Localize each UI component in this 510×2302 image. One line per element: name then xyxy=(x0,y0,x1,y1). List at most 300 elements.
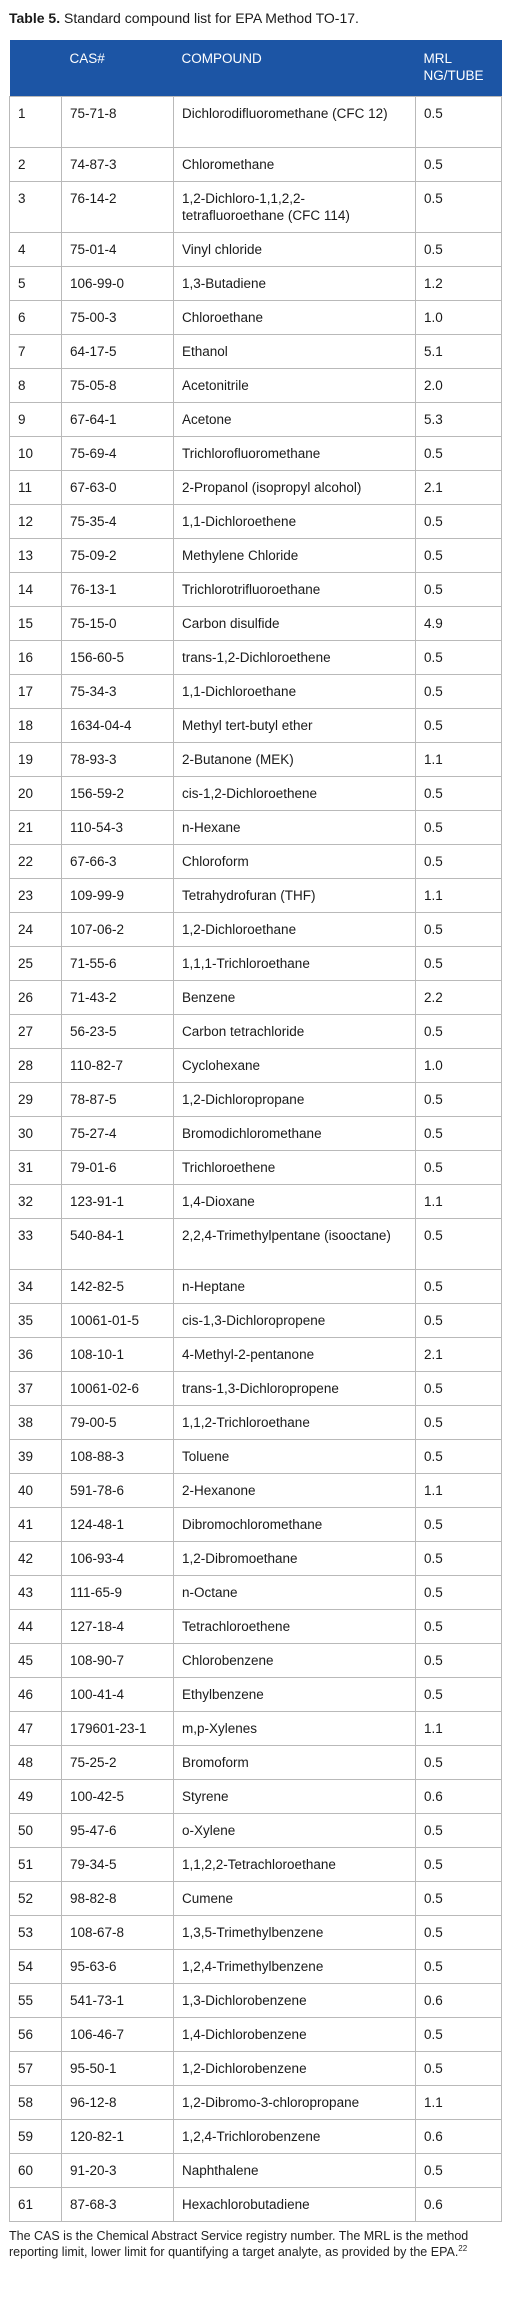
table-row xyxy=(10,708,502,742)
header-mrl-line1: MRL xyxy=(423,51,453,66)
cell-mrl: 0.5 xyxy=(416,674,502,708)
cell-cas: 110-54-3 xyxy=(62,810,174,844)
cell-compound: 1,1,2-Trichloroethane xyxy=(174,1405,416,1439)
cell-cas: 540-84-1 xyxy=(62,1218,174,1269)
table-row xyxy=(10,1269,502,1303)
cell-index: 55 xyxy=(10,1983,62,2017)
cell-index: 27 xyxy=(10,1014,62,1048)
cell-index: 7 xyxy=(10,334,62,368)
cell-compound: n-Octane xyxy=(174,1575,416,1609)
cell-mrl: 1.1 xyxy=(416,742,502,776)
table-row xyxy=(10,368,502,402)
cell-index: 52 xyxy=(10,1881,62,1915)
cell-mrl: 0.5 xyxy=(416,1847,502,1881)
cell-compound: n-Heptane xyxy=(174,1269,416,1303)
cell-mrl: 0.5 xyxy=(416,1405,502,1439)
table-body xyxy=(10,96,502,2221)
cell-index: 54 xyxy=(10,1949,62,1983)
table-header xyxy=(10,40,502,96)
cell-mrl: 0.5 xyxy=(416,2017,502,2051)
cell-compound: Cyclohexane xyxy=(174,1048,416,1082)
cell-index: 34 xyxy=(10,1269,62,1303)
cell-index: 47 xyxy=(10,1711,62,1745)
table-row xyxy=(10,1779,502,1813)
cell-compound: Trichlorotrifluoroethane xyxy=(174,572,416,606)
table-row xyxy=(10,1677,502,1711)
table-row xyxy=(10,147,502,181)
cell-index: 9 xyxy=(10,402,62,436)
cell-mrl: 0.5 xyxy=(416,1949,502,1983)
cell-compound: 2,2,4-Trimethylpentane (isooctane) xyxy=(174,1218,416,1269)
cell-cas: 108-10-1 xyxy=(62,1337,174,1371)
table-row xyxy=(10,776,502,810)
cell-mrl: 0.5 xyxy=(416,232,502,266)
cell-compound: Chloromethane xyxy=(174,147,416,181)
cell-compound: Bromodichloromethane xyxy=(174,1116,416,1150)
cell-compound: Hexachlorobutadiene xyxy=(174,2187,416,2221)
table-caption xyxy=(9,8,359,28)
cell-compound: 1,2-Dichlorobenzene xyxy=(174,2051,416,2085)
table-label: Table 5. xyxy=(9,10,61,26)
cell-index: 36 xyxy=(10,1337,62,1371)
cell-cas: 75-00-3 xyxy=(62,300,174,334)
compound-table xyxy=(9,40,502,2222)
table-row xyxy=(10,96,502,147)
table-row xyxy=(10,1303,502,1337)
cell-mrl: 1.1 xyxy=(416,1711,502,1745)
cell-mrl: 0.5 xyxy=(416,2153,502,2187)
cell-cas: 75-71-8 xyxy=(62,96,174,147)
cell-cas: 75-15-0 xyxy=(62,606,174,640)
cell-cas: 67-63-0 xyxy=(62,470,174,504)
table-row xyxy=(10,640,502,674)
cell-cas: 156-59-2 xyxy=(62,776,174,810)
cell-cas: 127-18-4 xyxy=(62,1609,174,1643)
cell-cas: 10061-01-5 xyxy=(62,1303,174,1337)
table-row xyxy=(10,2085,502,2119)
cell-index: 31 xyxy=(10,1150,62,1184)
cell-compound: 4-Methyl-2-pentanone xyxy=(174,1337,416,1371)
cell-mrl: 2.0 xyxy=(416,368,502,402)
table-row xyxy=(10,538,502,572)
cell-compound: 2-Butanone (MEK) xyxy=(174,742,416,776)
cell-index: 30 xyxy=(10,1116,62,1150)
cell-compound: 1,2-Dibromo-3-chloropropane xyxy=(174,2085,416,2119)
cell-cas: 75-05-8 xyxy=(62,368,174,402)
cell-compound: 1,1-Dichloroethane xyxy=(174,674,416,708)
cell-index: 3 xyxy=(10,181,62,232)
cell-mrl: 0.5 xyxy=(416,1439,502,1473)
cell-cas: 75-25-2 xyxy=(62,1745,174,1779)
cell-cas: 96-12-8 xyxy=(62,2085,174,2119)
cell-cas: 106-93-4 xyxy=(62,1541,174,1575)
cell-compound: Cumene xyxy=(174,1881,416,1915)
cell-mrl: 0.5 xyxy=(416,1643,502,1677)
cell-mrl: 0.5 xyxy=(416,810,502,844)
cell-cas: 67-66-3 xyxy=(62,844,174,878)
cell-index: 19 xyxy=(10,742,62,776)
cell-cas: 67-64-1 xyxy=(62,402,174,436)
cell-cas: 100-42-5 xyxy=(62,1779,174,1813)
cell-compound: Ethylbenzene xyxy=(174,1677,416,1711)
cell-index: 56 xyxy=(10,2017,62,2051)
cell-mrl: 0.5 xyxy=(416,538,502,572)
cell-mrl: 0.5 xyxy=(416,572,502,606)
cell-compound: 1,1,1-Trichloroethane xyxy=(174,946,416,980)
cell-cas: 110-82-7 xyxy=(62,1048,174,1082)
cell-mrl: 0.5 xyxy=(416,1269,502,1303)
header-mrl-line2: NG/TUBE xyxy=(423,68,484,83)
cell-compound: Carbon tetrachloride xyxy=(174,1014,416,1048)
cell-cas: 1634-04-4 xyxy=(62,708,174,742)
cell-index: 13 xyxy=(10,538,62,572)
cell-cas: 64-17-5 xyxy=(62,334,174,368)
cell-cas: 76-14-2 xyxy=(62,181,174,232)
cell-mrl: 1.0 xyxy=(416,300,502,334)
table-row xyxy=(10,1371,502,1405)
cell-compound: 1,2-Dichloroethane xyxy=(174,912,416,946)
cell-mrl: 4.9 xyxy=(416,606,502,640)
cell-compound: Methyl tert-butyl ether xyxy=(174,708,416,742)
cell-cas: 71-43-2 xyxy=(62,980,174,1014)
cell-index: 5 xyxy=(10,266,62,300)
cell-mrl: 0.5 xyxy=(416,147,502,181)
cell-cas: 91-20-3 xyxy=(62,2153,174,2187)
cell-compound: Ethanol xyxy=(174,334,416,368)
cell-index: 18 xyxy=(10,708,62,742)
cell-index: 38 xyxy=(10,1405,62,1439)
cell-mrl: 5.1 xyxy=(416,334,502,368)
cell-compound: Dichlorodifluoromethane (CFC 12) xyxy=(174,96,416,147)
cell-mrl: 1.1 xyxy=(416,878,502,912)
table-row xyxy=(10,742,502,776)
table-row xyxy=(10,402,502,436)
cell-index: 61 xyxy=(10,2187,62,2221)
cell-mrl: 0.5 xyxy=(416,1813,502,1847)
cell-cas: 98-82-8 xyxy=(62,1881,174,1915)
cell-compound: 1,2-Dibromoethane xyxy=(174,1541,416,1575)
cell-mrl: 0.5 xyxy=(416,1218,502,1269)
cell-index: 8 xyxy=(10,368,62,402)
cell-compound: Styrene xyxy=(174,1779,416,1813)
cell-compound: Chlorobenzene xyxy=(174,1643,416,1677)
cell-cas: 75-34-3 xyxy=(62,674,174,708)
table-row xyxy=(10,1983,502,2017)
cell-cas: 541-73-1 xyxy=(62,1983,174,2017)
footnote-ref: 22 xyxy=(458,2243,468,2253)
cell-index: 59 xyxy=(10,2119,62,2153)
cell-mrl: 1.1 xyxy=(416,1473,502,1507)
cell-mrl: 1.0 xyxy=(416,1048,502,1082)
table-row xyxy=(10,1337,502,1371)
cell-cas: 78-87-5 xyxy=(62,1082,174,1116)
cell-mrl: 0.5 xyxy=(416,1915,502,1949)
cell-mrl: 2.1 xyxy=(416,470,502,504)
cell-mrl: 1.1 xyxy=(416,1184,502,1218)
table-row xyxy=(10,2153,502,2187)
cell-index: 49 xyxy=(10,1779,62,1813)
table-row xyxy=(10,1439,502,1473)
table-row xyxy=(10,1116,502,1150)
cell-compound: 1,2,4-Trichlorobenzene xyxy=(174,2119,416,2153)
cell-compound: cis-1,3-Dichloropropene xyxy=(174,1303,416,1337)
cell-index: 21 xyxy=(10,810,62,844)
cell-cas: 156-60-5 xyxy=(62,640,174,674)
cell-mrl: 0.5 xyxy=(416,96,502,147)
cell-cas: 75-27-4 xyxy=(62,1116,174,1150)
table-row xyxy=(10,674,502,708)
cell-mrl: 0.5 xyxy=(416,1150,502,1184)
cell-compound: cis-1,2-Dichloroethene xyxy=(174,776,416,810)
cell-cas: 100-41-4 xyxy=(62,1677,174,1711)
cell-mrl: 0.5 xyxy=(416,946,502,980)
cell-index: 39 xyxy=(10,1439,62,1473)
cell-cas: 123-91-1 xyxy=(62,1184,174,1218)
cell-cas: 95-47-6 xyxy=(62,1813,174,1847)
cell-compound: 1,4-Dioxane xyxy=(174,1184,416,1218)
cell-compound: trans-1,2-Dichloroethene xyxy=(174,640,416,674)
table-row xyxy=(10,232,502,266)
cell-cas: 124-48-1 xyxy=(62,1507,174,1541)
table-row xyxy=(10,334,502,368)
table-row xyxy=(10,878,502,912)
header-cas: CAS# xyxy=(62,40,174,96)
cell-mrl: 0.5 xyxy=(416,1677,502,1711)
table-title: Standard compound list for EPA Method TO-17. xyxy=(63,10,359,26)
cell-cas: 10061-02-6 xyxy=(62,1371,174,1405)
table-row xyxy=(10,1048,502,1082)
cell-cas: 111-65-9 xyxy=(62,1575,174,1609)
cell-mrl: 0.5 xyxy=(416,640,502,674)
cell-index: 58 xyxy=(10,2085,62,2119)
cell-compound: Dibromochloromethane xyxy=(174,1507,416,1541)
cell-index: 24 xyxy=(10,912,62,946)
cell-index: 42 xyxy=(10,1541,62,1575)
cell-compound: 1,1,2,2-Tetrachloroethane xyxy=(174,1847,416,1881)
table-row xyxy=(10,1813,502,1847)
cell-mrl: 0.5 xyxy=(416,1303,502,1337)
cell-index: 40 xyxy=(10,1473,62,1507)
cell-index: 44 xyxy=(10,1609,62,1643)
cell-mrl: 1.1 xyxy=(416,2085,502,2119)
cell-index: 57 xyxy=(10,2051,62,2085)
cell-cas: 106-46-7 xyxy=(62,2017,174,2051)
cell-compound: Carbon disulfide xyxy=(174,606,416,640)
table-footnote xyxy=(9,2228,499,2260)
cell-cas: 75-01-4 xyxy=(62,232,174,266)
table-row xyxy=(10,436,502,470)
cell-cas: 79-01-6 xyxy=(62,1150,174,1184)
cell-index: 50 xyxy=(10,1813,62,1847)
header-index xyxy=(10,40,62,96)
cell-mrl: 0.5 xyxy=(416,1609,502,1643)
cell-index: 51 xyxy=(10,1847,62,1881)
cell-mrl: 0.6 xyxy=(416,2187,502,2221)
cell-cas: 109-99-9 xyxy=(62,878,174,912)
cell-index: 35 xyxy=(10,1303,62,1337)
table-row xyxy=(10,1405,502,1439)
cell-compound: 1,2-Dichloropropane xyxy=(174,1082,416,1116)
table-row xyxy=(10,1711,502,1745)
cell-index: 60 xyxy=(10,2153,62,2187)
table-row xyxy=(10,1014,502,1048)
cell-mrl: 2.1 xyxy=(416,1337,502,1371)
cell-cas: 108-90-7 xyxy=(62,1643,174,1677)
cell-index: 43 xyxy=(10,1575,62,1609)
cell-index: 32 xyxy=(10,1184,62,1218)
cell-cas: 75-09-2 xyxy=(62,538,174,572)
table-row xyxy=(10,810,502,844)
cell-compound: Bromoform xyxy=(174,1745,416,1779)
footnote-text: The CAS is the Chemical Abstract Service registry number. The MRL is the method reporting limit, lower limit for quantifying a target analyte, as provided by the EPA. xyxy=(9,2229,469,2259)
table-row xyxy=(10,572,502,606)
cell-compound: trans-1,3-Dichloropropene xyxy=(174,1371,416,1405)
cell-cas: 79-00-5 xyxy=(62,1405,174,1439)
cell-compound: Chloroethane xyxy=(174,300,416,334)
cell-mrl: 0.5 xyxy=(416,776,502,810)
cell-cas: 108-67-8 xyxy=(62,1915,174,1949)
cell-mrl: 0.5 xyxy=(416,708,502,742)
cell-compound: 1,3-Dichlorobenzene xyxy=(174,1983,416,2017)
table-row xyxy=(10,181,502,232)
cell-mrl: 0.5 xyxy=(416,1745,502,1779)
cell-compound: 1,2,4-Trimethylbenzene xyxy=(174,1949,416,1983)
cell-compound: 1,3-Butadiene xyxy=(174,266,416,300)
table-row xyxy=(10,1949,502,1983)
cell-mrl: 0.5 xyxy=(416,844,502,878)
cell-mrl: 0.5 xyxy=(416,1575,502,1609)
cell-compound: Toluene xyxy=(174,1439,416,1473)
cell-compound: Tetrahydrofuran (THF) xyxy=(174,878,416,912)
table-row xyxy=(10,1575,502,1609)
header-row xyxy=(10,40,502,96)
cell-compound: o-Xylene xyxy=(174,1813,416,1847)
table-row xyxy=(10,1881,502,1915)
cell-compound: 1,3,5-Trimethylbenzene xyxy=(174,1915,416,1949)
cell-cas: 591-78-6 xyxy=(62,1473,174,1507)
cell-mrl: 0.5 xyxy=(416,1541,502,1575)
cell-mrl: 0.5 xyxy=(416,1014,502,1048)
cell-index: 28 xyxy=(10,1048,62,1082)
cell-compound: Trichlorofluoromethane xyxy=(174,436,416,470)
cell-mrl: 0.5 xyxy=(416,2051,502,2085)
cell-index: 53 xyxy=(10,1915,62,1949)
cell-compound: 1,4-Dichlorobenzene xyxy=(174,2017,416,2051)
cell-compound: m,p-Xylenes xyxy=(174,1711,416,1745)
cell-index: 25 xyxy=(10,946,62,980)
cell-compound: 2-Hexanone xyxy=(174,1473,416,1507)
table-row xyxy=(10,1184,502,1218)
cell-cas: 71-55-6 xyxy=(62,946,174,980)
table-row xyxy=(10,1150,502,1184)
cell-mrl: 0.6 xyxy=(416,1983,502,2017)
cell-mrl: 5.3 xyxy=(416,402,502,436)
cell-index: 16 xyxy=(10,640,62,674)
table-row xyxy=(10,1915,502,1949)
cell-cas: 75-35-4 xyxy=(62,504,174,538)
table-row xyxy=(10,2119,502,2153)
cell-index: 26 xyxy=(10,980,62,1014)
table-row xyxy=(10,2017,502,2051)
cell-cas: 120-82-1 xyxy=(62,2119,174,2153)
table-row xyxy=(10,470,502,504)
cell-compound: Acetone xyxy=(174,402,416,436)
cell-cas: 107-06-2 xyxy=(62,912,174,946)
cell-compound: Chloroform xyxy=(174,844,416,878)
table-row xyxy=(10,980,502,1014)
cell-index: 29 xyxy=(10,1082,62,1116)
cell-cas: 79-34-5 xyxy=(62,1847,174,1881)
table-row xyxy=(10,1218,502,1269)
table-row xyxy=(10,1745,502,1779)
cell-index: 10 xyxy=(10,436,62,470)
table-row xyxy=(10,2051,502,2085)
table-row xyxy=(10,1507,502,1541)
cell-mrl: 0.5 xyxy=(416,912,502,946)
cell-index: 6 xyxy=(10,300,62,334)
cell-index: 4 xyxy=(10,232,62,266)
cell-index: 15 xyxy=(10,606,62,640)
cell-cas: 87-68-3 xyxy=(62,2187,174,2221)
cell-index: 11 xyxy=(10,470,62,504)
header-mrl xyxy=(416,40,502,96)
cell-index: 46 xyxy=(10,1677,62,1711)
cell-cas: 95-63-6 xyxy=(62,1949,174,1983)
cell-cas: 75-69-4 xyxy=(62,436,174,470)
cell-mrl: 0.6 xyxy=(416,1779,502,1813)
cell-mrl: 0.5 xyxy=(416,1507,502,1541)
table-row xyxy=(10,1609,502,1643)
table-row xyxy=(10,1082,502,1116)
cell-cas: 106-99-0 xyxy=(62,266,174,300)
cell-compound: 1,1-Dichloroethene xyxy=(174,504,416,538)
cell-mrl: 0.5 xyxy=(416,504,502,538)
cell-mrl: 2.2 xyxy=(416,980,502,1014)
cell-cas: 179601-23-1 xyxy=(62,1711,174,1745)
cell-index: 17 xyxy=(10,674,62,708)
cell-compound: n-Hexane xyxy=(174,810,416,844)
cell-mrl: 1.2 xyxy=(416,266,502,300)
table-row xyxy=(10,946,502,980)
cell-mrl: 0.5 xyxy=(416,1116,502,1150)
cell-cas: 142-82-5 xyxy=(62,1269,174,1303)
cell-compound: 1,2-Dichloro-1,1,2,2-tetrafluoroethane (CFC 114) xyxy=(174,181,416,232)
cell-cas: 108-88-3 xyxy=(62,1439,174,1473)
table-row xyxy=(10,504,502,538)
table-row xyxy=(10,1643,502,1677)
cell-compound: Trichloroethene xyxy=(174,1150,416,1184)
cell-mrl: 0.5 xyxy=(416,1082,502,1116)
cell-cas: 76-13-1 xyxy=(62,572,174,606)
cell-compound: 2-Propanol (isopropyl alcohol) xyxy=(174,470,416,504)
cell-cas: 78-93-3 xyxy=(62,742,174,776)
table-row xyxy=(10,2187,502,2221)
cell-index: 20 xyxy=(10,776,62,810)
cell-index: 22 xyxy=(10,844,62,878)
table-row xyxy=(10,266,502,300)
cell-index: 1 xyxy=(10,96,62,147)
cell-mrl: 0.6 xyxy=(416,2119,502,2153)
cell-compound: Acetonitrile xyxy=(174,368,416,402)
cell-cas: 95-50-1 xyxy=(62,2051,174,2085)
cell-compound: Tetrachloroethene xyxy=(174,1609,416,1643)
cell-compound: Methylene Chloride xyxy=(174,538,416,572)
table-row xyxy=(10,1473,502,1507)
cell-compound: Vinyl chloride xyxy=(174,232,416,266)
cell-index: 41 xyxy=(10,1507,62,1541)
table-row xyxy=(10,606,502,640)
table-row xyxy=(10,1541,502,1575)
